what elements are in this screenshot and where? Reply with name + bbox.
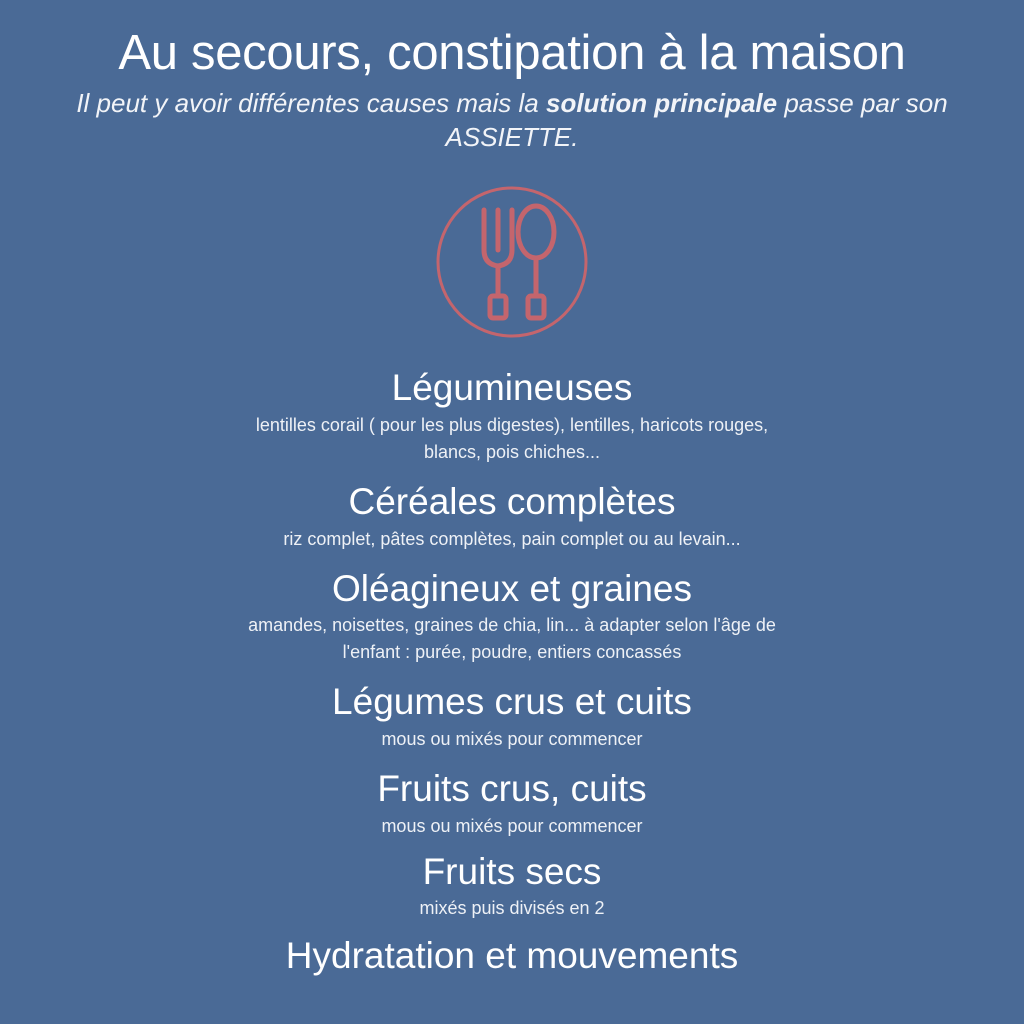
subtitle-part-2: passe par son ASSIETTE. — [445, 87, 948, 152]
section-title: Fruits crus, cuits — [377, 768, 647, 810]
sections-list — [24, 354, 1000, 978]
section-fruits-secs — [24, 850, 1000, 923]
section-description: mous ou mixés pour commencer — [381, 729, 643, 750]
section-hydratation-et-mouvements — [24, 934, 1000, 978]
section-cereales-completes — [24, 480, 1000, 553]
section-description: mous ou mixés pour commencer — [381, 815, 643, 836]
section-legumineuses — [24, 366, 1000, 466]
section-title: Légumineuses — [391, 367, 633, 409]
subtitle-emphasis: solution principale — [545, 87, 778, 118]
section-description: amandes, noisettes, graines de chia, lin... à adapter selon l'âge de l'enfant : purée, poudre, entiers concassés — [248, 615, 776, 663]
section-title: Fruits secs — [422, 850, 602, 892]
fork-and-spoon-icon — [422, 172, 602, 352]
section-title: Légumes crus et cuits — [332, 681, 692, 723]
section-description: mixés puis divisés en 2 — [419, 898, 605, 919]
section-legumes-crus-et-cuits — [24, 680, 1000, 753]
section-description: lentilles corail ( pour les plus digestes), lentilles, haricots rouges, blancs, pois chiches... — [255, 415, 769, 463]
section-oleagineux-et-graines — [24, 567, 1000, 667]
section-title: Céréales complètes — [348, 481, 676, 523]
section-description: riz complet, pâtes complètes, pain complet ou au levain... — [283, 528, 741, 549]
page-title: Au secours, constipation à la maison — [118, 26, 906, 80]
section-fruits-crus-cuits — [24, 767, 1000, 840]
section-title: Oléagineux et graines — [332, 567, 692, 609]
section-title: Hydratation et mouvements — [285, 935, 739, 977]
subtitle-part-1: Il peut y avoir différentes causes mais la — [76, 87, 546, 118]
page-subtitle — [27, 87, 997, 155]
